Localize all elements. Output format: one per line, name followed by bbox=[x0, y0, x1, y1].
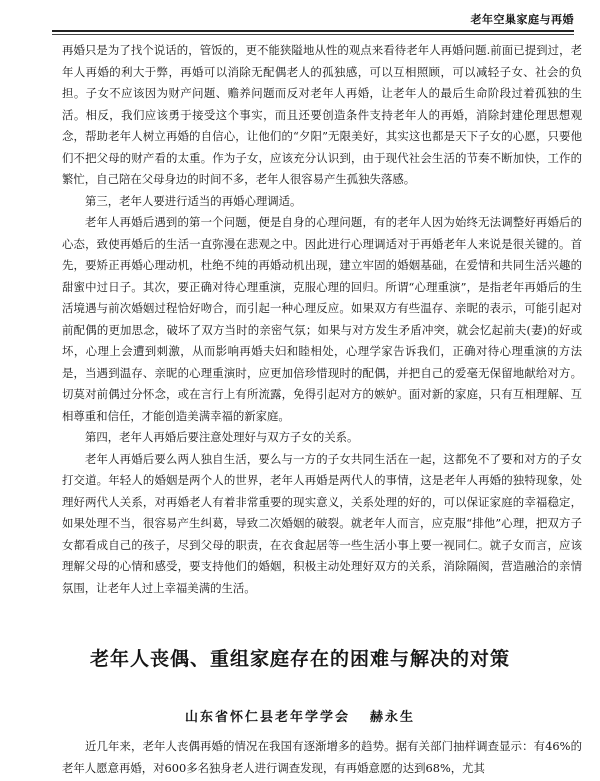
paragraph-psychology: 老年人再婚后遇到的第一个问题，便是自身的心理问题，有的老年人因为始终无法调整好再婚后的心态，致使再婚后的生活一直弥漫在悲观之中。因此进行心理调适对于再婚老年人来说是很关键的。首先，要矫正再婚心理动机，杜绝不纯的再婚动机出现，建立牢固的婚姻基础，在爱情和共同生活兴趣的甜蜜中过日子。其次，要正确对待心理重演，克服心理的回归。所谓“心理重演”，是指老年再婚后的生活境遇与前次婚姻过程恰好吻合，而引起一种心理反应。如果双方有些温存、亲昵的表示，可能引起对前配偶的更加思念，破坏了双方当时的亲密气氛；如果与对方发生矛盾冲突，就会忆起前夫(妻)的好或坏，心理上会遭到刺激，从而影响再婚夫妇和睦相处，心理学家告诉我们，正确对待心理重演的方法是，当遇到温存、亲昵的心理重演时，应更加倍珍惜现时的配偶，并把自己的爱毫无保留地献给对方。切莫对前偶过分怀念，或在言行上有所流露，免得引起对方的嫉妒。面对新的家庭，只有互相理解、互相尊重和信任，才能创造美满幸福的新家庭。 bbox=[62, 215, 582, 423]
byline-organization: 山东省怀仁县老年学学会 bbox=[184, 710, 350, 725]
section-heading-third: 第三，老年人要进行适当的再婚心理调适。 bbox=[85, 193, 302, 208]
intro-paragraph: 近几年来，老年人丧偶再婚的情况在我国有逐渐增多的趋势。据有关部门抽样调查显示：有46%的老年人愿意再婚，对600多名独身老人进行调查发现，有再婚意愿的达到68%，尤其 bbox=[62, 739, 582, 775]
intro-text bbox=[62, 736, 582, 779]
byline-author: 赫永生 bbox=[370, 710, 416, 725]
paragraph-continuation: 再婚只是为了找个说话的，管饭的，更不能狭隘地从性的观点来看待老年人再婚问题.前面已提到过，老年人再婚的利大于弊，再婚可以消除无配偶老人的孤独感，可以互相照顾，可以减轻子女、社会的负担。子女不应该因为财产问题、赡养问题而反对老年人再婚，让老年人的最后生命阶段过着孤独的生活。相反，我们应该勇于接受这个事实，而且还要创造条件支持老年人的再婚，消除封建伦理思想观念，帮助老年人树立再婚的自信心，让他们的“夕阳”无限美好，其实这也都是天下子女的心愿，只要他们不把父母的财产看的太重。作为子女，应该充分认识到，由于现代社会生活的节奏不断加快，工作的繁忙，自己陪在父母身边的时间不多，老年人很容易产生孤独失落感。 bbox=[62, 43, 582, 186]
section-heading-fourth: 第四，老年人再婚后要注意处理好与双方子女的关系。 bbox=[85, 430, 359, 444]
running-header: 老年空巢家庭与再婚 bbox=[470, 13, 574, 26]
header-rule-thin bbox=[52, 34, 574, 35]
byline bbox=[0, 706, 600, 725]
paragraph-children-relations: 老年人再婚后要么两人独自生活，要么与一方的子女共同生活在一起，这都免不了要和对方的子女打交道。年轻人的婚姻是两个人的世界，老年人再婚是两代人的事情，这是老年人再婚的独特现象，处理好两代人关系，对再婚老人有着非常重要的现实意义，关系处理的好的，可以保证家庭的幸福稳定，如果处理不当，很容易产生纠葛，导致二次婚姻的破裂。就老年人而言，应克服“排他”心理，把双方子女都看成自己的孩子，尽到父母的职责，在衣食起居等一些生活小事上要一视同仁。就子女而言，应该理解父母的心情和感受，要支持他们的婚姻，积极主动处理好双方的关系，消除隔阂，营造融洽的亲情氛围，让老年人过上幸福美满的生活。 bbox=[62, 451, 582, 595]
article-title: 老年人丧偶、重组家庭存在的困难与解决的对策 bbox=[89, 648, 510, 670]
body-text bbox=[62, 40, 582, 599]
header-rule bbox=[52, 30, 574, 32]
